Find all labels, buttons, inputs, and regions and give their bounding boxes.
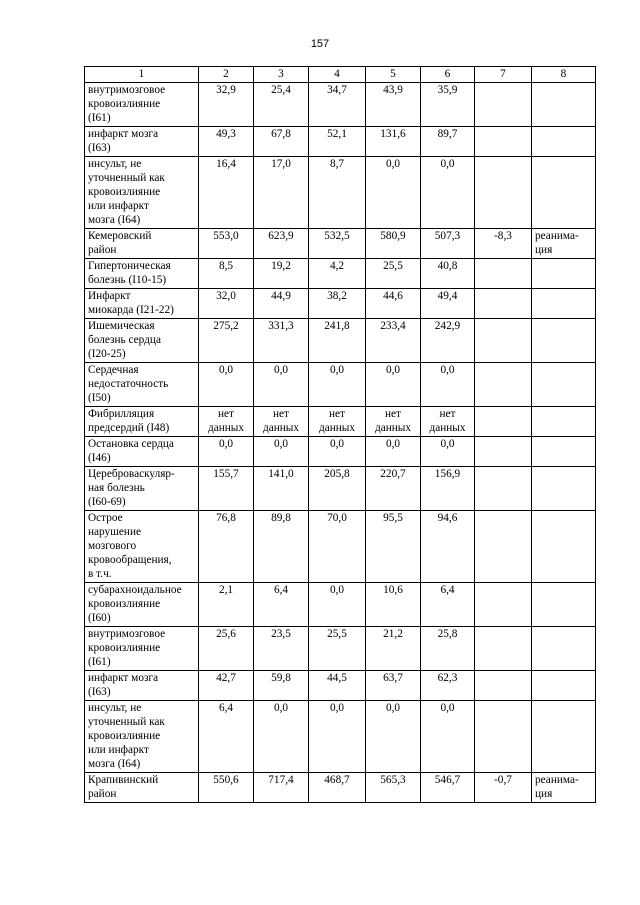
note-cell bbox=[532, 83, 596, 127]
page-number: 157 bbox=[310, 38, 330, 50]
table-body bbox=[85, 83, 596, 803]
row-label: Гипертоническая болезнь (I10-15) bbox=[85, 259, 199, 289]
year-value-cell: 23,5 bbox=[254, 627, 309, 671]
change-cell bbox=[475, 437, 532, 467]
change-cell bbox=[475, 363, 532, 407]
year-value-cell: нет данных bbox=[309, 407, 366, 437]
year-value-cell: 331,3 bbox=[254, 319, 309, 363]
table-row bbox=[85, 437, 596, 467]
year-value-cell: 623,9 bbox=[254, 229, 309, 259]
year-value-cell: 38,2 bbox=[309, 289, 366, 319]
year-value-cell: 0,0 bbox=[254, 701, 309, 773]
year-value-cell: 19,2 bbox=[254, 259, 309, 289]
year-value-cell: 241,8 bbox=[309, 319, 366, 363]
row-label: Кемеровский район bbox=[85, 229, 199, 259]
year-value-cell: 0,0 bbox=[421, 157, 475, 229]
year-value-cell: 156,9 bbox=[421, 467, 475, 511]
year-value-cell: 220,7 bbox=[366, 467, 421, 511]
note-cell: реанима- ция bbox=[532, 229, 596, 259]
year-value-cell: 63,7 bbox=[366, 671, 421, 701]
year-value-cell: 49,4 bbox=[421, 289, 475, 319]
year-value-cell: 0,0 bbox=[309, 363, 366, 407]
row-label: Инфаркт миокарда (I21-22) bbox=[85, 289, 199, 319]
year-value-cell: 43,9 bbox=[366, 83, 421, 127]
column-header: 5 bbox=[366, 67, 421, 83]
table-row bbox=[85, 319, 596, 363]
year-value-cell: 0,0 bbox=[309, 583, 366, 627]
year-value-cell: 6,4 bbox=[254, 583, 309, 627]
year-value-cell: 32,0 bbox=[199, 289, 254, 319]
table-row bbox=[85, 229, 596, 259]
year-value-cell: 0,0 bbox=[254, 363, 309, 407]
year-value-cell: 275,2 bbox=[199, 319, 254, 363]
year-value-cell: 0,0 bbox=[309, 701, 366, 773]
table-row bbox=[85, 511, 596, 583]
year-value-cell: 94,6 bbox=[421, 511, 475, 583]
data-table bbox=[84, 66, 596, 803]
row-label: инсульт, не уточненный как кровоизлияние или инфаркт мозга (I64) bbox=[85, 701, 199, 773]
year-value-cell: 0,0 bbox=[366, 363, 421, 407]
year-value-cell: 17,0 bbox=[254, 157, 309, 229]
year-value-cell: 67,8 bbox=[254, 127, 309, 157]
change-cell bbox=[475, 511, 532, 583]
year-value-cell: 44,5 bbox=[309, 671, 366, 701]
table-row bbox=[85, 83, 596, 127]
year-value-cell: 0,0 bbox=[366, 157, 421, 229]
row-label: Сердечная недостаточность (I50) bbox=[85, 363, 199, 407]
row-label: инсульт, не уточненный как кровоизлияние или инфаркт мозга (I64) bbox=[85, 157, 199, 229]
year-value-cell: 42,7 bbox=[199, 671, 254, 701]
year-value-cell: 25,5 bbox=[366, 259, 421, 289]
year-value-cell: 546,7 bbox=[421, 773, 475, 803]
column-header: 7 bbox=[475, 67, 532, 83]
note-cell bbox=[532, 289, 596, 319]
year-value-cell: 25,4 bbox=[254, 83, 309, 127]
change-cell bbox=[475, 157, 532, 229]
year-value-cell: 89,7 bbox=[421, 127, 475, 157]
note-cell bbox=[532, 701, 596, 773]
change-cell bbox=[475, 83, 532, 127]
year-value-cell: 4,2 bbox=[309, 259, 366, 289]
year-value-cell: 550,6 bbox=[199, 773, 254, 803]
row-label: Ишемическая болезнь сердца (I20-25) bbox=[85, 319, 199, 363]
year-value-cell: 40,8 bbox=[421, 259, 475, 289]
year-value-cell: 131,6 bbox=[366, 127, 421, 157]
change-cell bbox=[475, 627, 532, 671]
change-cell bbox=[475, 467, 532, 511]
year-value-cell: 25,6 bbox=[199, 627, 254, 671]
note-cell bbox=[532, 671, 596, 701]
year-value-cell: 34,7 bbox=[309, 83, 366, 127]
year-value-cell: 6,4 bbox=[199, 701, 254, 773]
year-value-cell: 8,7 bbox=[309, 157, 366, 229]
change-cell: -8,3 bbox=[475, 229, 532, 259]
note-cell bbox=[532, 583, 596, 627]
year-value-cell: 62,3 bbox=[421, 671, 475, 701]
row-label: инфаркт мозга (I63) bbox=[85, 127, 199, 157]
year-value-cell: 2,1 bbox=[199, 583, 254, 627]
change-cell bbox=[475, 671, 532, 701]
row-label: Крапивинский район bbox=[85, 773, 199, 803]
column-header: 4 bbox=[309, 67, 366, 83]
year-value-cell: 155,7 bbox=[199, 467, 254, 511]
note-cell bbox=[532, 627, 596, 671]
year-value-cell: 32,9 bbox=[199, 83, 254, 127]
year-value-cell: 16,4 bbox=[199, 157, 254, 229]
table-row bbox=[85, 671, 596, 701]
change-cell: -0,7 bbox=[475, 773, 532, 803]
column-header: 3 bbox=[254, 67, 309, 83]
column-header: 6 bbox=[421, 67, 475, 83]
note-cell bbox=[532, 127, 596, 157]
year-value-cell: 70,0 bbox=[309, 511, 366, 583]
note-cell bbox=[532, 319, 596, 363]
year-value-cell: 25,5 bbox=[309, 627, 366, 671]
year-value-cell: 49,3 bbox=[199, 127, 254, 157]
year-value-cell: 0,0 bbox=[309, 437, 366, 467]
year-value-cell: 6,4 bbox=[421, 583, 475, 627]
year-value-cell: 44,6 bbox=[366, 289, 421, 319]
row-label: Цереброваскуляр- ная болезнь (I60-69) bbox=[85, 467, 199, 511]
row-label: Остановка сердца (I46) bbox=[85, 437, 199, 467]
year-value-cell: 0,0 bbox=[421, 701, 475, 773]
column-header: 1 bbox=[85, 67, 199, 83]
table-row bbox=[85, 407, 596, 437]
year-value-cell: 0,0 bbox=[421, 363, 475, 407]
change-cell bbox=[475, 319, 532, 363]
year-value-cell: 0,0 bbox=[199, 437, 254, 467]
year-value-cell: 205,8 bbox=[309, 467, 366, 511]
year-value-cell: 532,5 bbox=[309, 229, 366, 259]
year-value-cell: 233,4 bbox=[366, 319, 421, 363]
note-cell bbox=[532, 157, 596, 229]
row-label: внутримозговое кровоизлияние (I61) bbox=[85, 627, 199, 671]
column-header: 2 bbox=[199, 67, 254, 83]
year-value-cell: 21,2 bbox=[366, 627, 421, 671]
change-cell bbox=[475, 127, 532, 157]
year-value-cell: 89,8 bbox=[254, 511, 309, 583]
year-value-cell: 35,9 bbox=[421, 83, 475, 127]
year-value-cell: 95,5 bbox=[366, 511, 421, 583]
change-cell bbox=[475, 289, 532, 319]
year-value-cell: 52,1 bbox=[309, 127, 366, 157]
change-cell bbox=[475, 407, 532, 437]
table-header-row bbox=[85, 67, 596, 83]
note-cell bbox=[532, 407, 596, 437]
year-value-cell: 25,8 bbox=[421, 627, 475, 671]
year-value-cell: 0,0 bbox=[421, 437, 475, 467]
note-cell bbox=[532, 437, 596, 467]
row-label: Острое нарушение мозгового кровообращения, в т.ч. bbox=[85, 511, 199, 583]
year-value-cell: 0,0 bbox=[366, 437, 421, 467]
year-value-cell: 507,3 bbox=[421, 229, 475, 259]
year-value-cell: 468,7 bbox=[309, 773, 366, 803]
table-row bbox=[85, 467, 596, 511]
year-value-cell: 0,0 bbox=[366, 701, 421, 773]
row-label: субарахноидальное кровоизлияние (I60) bbox=[85, 583, 199, 627]
year-value-cell: 717,4 bbox=[254, 773, 309, 803]
row-label: инфаркт мозга (I63) bbox=[85, 671, 199, 701]
note-cell bbox=[532, 259, 596, 289]
year-value-cell: 141,0 bbox=[254, 467, 309, 511]
table-row bbox=[85, 701, 596, 773]
row-label: Фибрилляция предсердий (I48) bbox=[85, 407, 199, 437]
year-value-cell: 0,0 bbox=[254, 437, 309, 467]
year-value-cell: нет данных bbox=[366, 407, 421, 437]
table-row bbox=[85, 773, 596, 803]
year-value-cell: 565,3 bbox=[366, 773, 421, 803]
change-cell bbox=[475, 583, 532, 627]
table-row bbox=[85, 363, 596, 407]
table-row bbox=[85, 157, 596, 229]
note-cell bbox=[532, 467, 596, 511]
year-value-cell: нет данных bbox=[254, 407, 309, 437]
year-value-cell: 553,0 bbox=[199, 229, 254, 259]
change-cell bbox=[475, 259, 532, 289]
change-cell bbox=[475, 701, 532, 773]
table-row bbox=[85, 289, 596, 319]
year-value-cell: нет данных bbox=[421, 407, 475, 437]
row-label: внутримозговое кровоизлияние (I61) bbox=[85, 83, 199, 127]
year-value-cell: 242,9 bbox=[421, 319, 475, 363]
table-row bbox=[85, 127, 596, 157]
year-value-cell: 76,8 bbox=[199, 511, 254, 583]
year-value-cell: 59,8 bbox=[254, 671, 309, 701]
note-cell bbox=[532, 511, 596, 583]
year-value-cell: нет данных bbox=[199, 407, 254, 437]
year-value-cell: 0,0 bbox=[199, 363, 254, 407]
year-value-cell: 580,9 bbox=[366, 229, 421, 259]
table-row bbox=[85, 583, 596, 627]
year-value-cell: 8,5 bbox=[199, 259, 254, 289]
year-value-cell: 10,6 bbox=[366, 583, 421, 627]
note-cell: реанима- ция bbox=[532, 773, 596, 803]
note-cell bbox=[532, 363, 596, 407]
column-header: 8 bbox=[532, 67, 596, 83]
table-row bbox=[85, 259, 596, 289]
year-value-cell: 44,9 bbox=[254, 289, 309, 319]
table-row bbox=[85, 627, 596, 671]
